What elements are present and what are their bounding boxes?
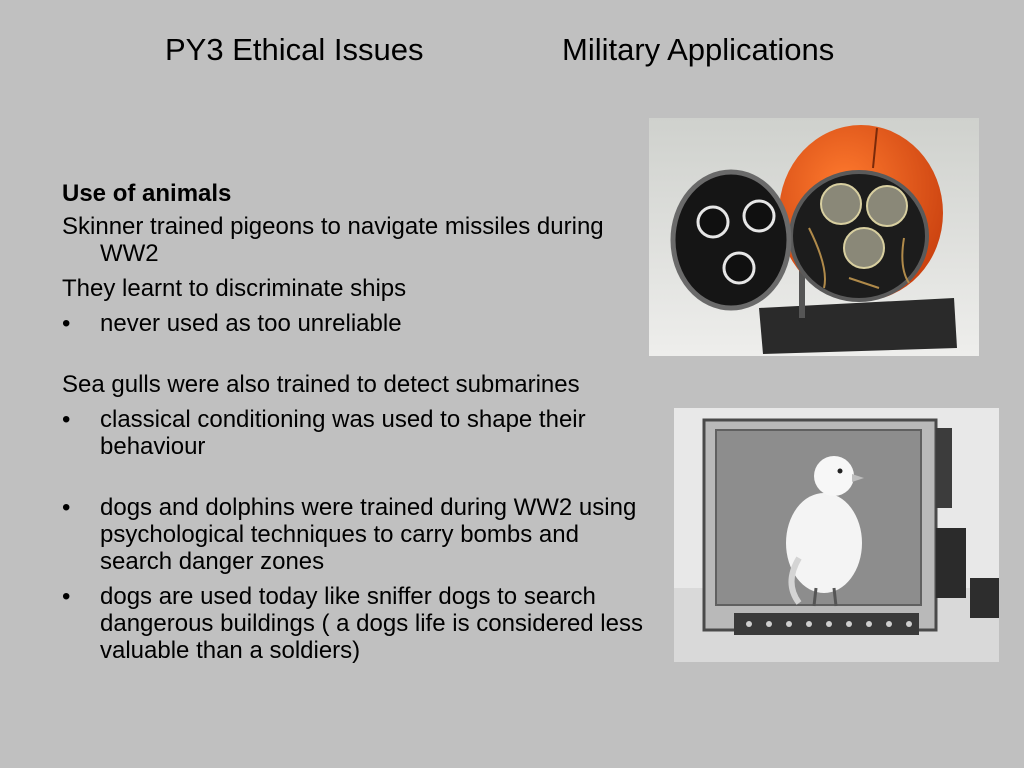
title-right: Military Applications [562, 32, 835, 67]
missile-nose-cone-photo [649, 118, 979, 356]
bullet-text: dogs and dolphins were trained during WW2 using psychological techniques to carry bombs and search danger zones [100, 494, 637, 575]
pigeon-box-photo [674, 408, 999, 662]
slide-body [62, 180, 652, 672]
bullet-unreliable [62, 310, 652, 337]
paragraph-skinner: Skinner trained pigeons to navigate missiles during WW2 [62, 213, 604, 267]
bullet-text: dogs are used today like sniffer dogs to search dangerous buildings ( a dogs life is considered less valuable than a soldiers) [100, 583, 643, 664]
bullet-dot: • [62, 310, 71, 337]
bullet-dogs-dolphins [62, 494, 652, 575]
title-left: PY3 Ethical Issues [165, 32, 424, 67]
bullet-conditioning [62, 406, 652, 460]
bullet-dot: • [62, 583, 71, 610]
bullet-text: never used as too unreliable [100, 310, 402, 337]
bullet-sniffer-dogs [62, 583, 652, 664]
paragraph-sea-gulls: Sea gulls were also trained to detect submarines [62, 371, 580, 398]
section-heading: Use of animals [62, 180, 232, 207]
slide-title [0, 30, 1024, 74]
paragraph-ships: They learnt to discriminate ships [62, 275, 407, 302]
bullet-dot: • [62, 494, 71, 521]
bullet-dot: • [62, 406, 71, 433]
bullet-text: classical conditioning was used to shape their behaviour [100, 406, 586, 460]
